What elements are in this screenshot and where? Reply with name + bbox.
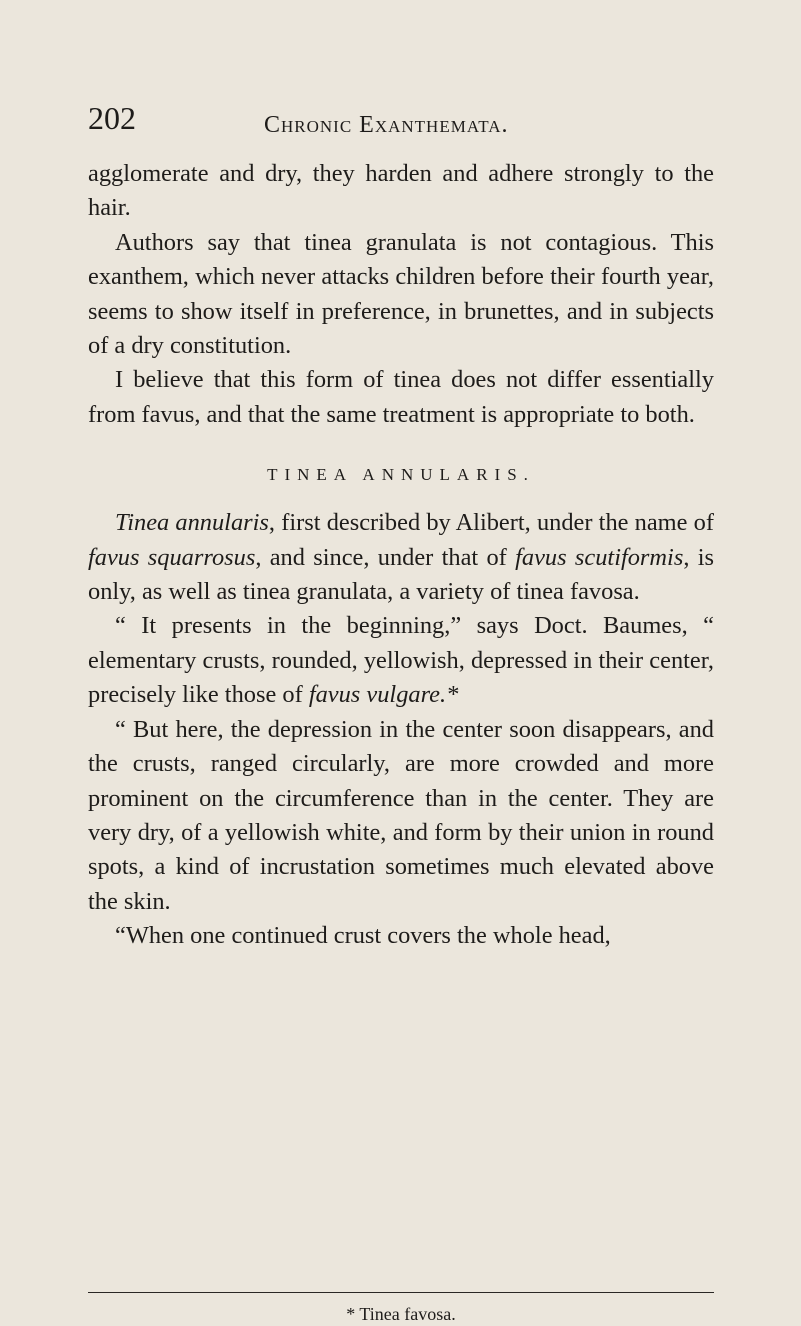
body-text (88, 157, 714, 954)
footnote-divider (88, 1292, 714, 1293)
italic-term: Tinea annularis (115, 509, 269, 537)
paragraph-quote-depression: “ But here, the depression in the center soon disappears, and the crusts, ranged circularly, are more crowded and more prominent on the circumference than in the center. They are very dry, of a yellowish white, and form by their union in round spots, a kind of incrustation sometimes much elevated above the skin. (88, 715, 714, 915)
footnote: * Tinea favosa. (346, 1304, 456, 1324)
page-number: 202 (88, 100, 136, 136)
paragraph-continuation: agglomerate and dry, they harden and adhere strongly to the hair. (88, 160, 714, 222)
paragraph-tinea-annularis: Tinea annularis, first described by Alibert, under the name of favus squarrosus, and since, under that of favus scutiformis, is only, as well as tinea granulata, a variety of tinea favosa. (88, 509, 714, 606)
paragraph-quote-beginning: “ It presents in the beginning,” says Doct. Baumes, “ elementary crusts, rounded, yellowish, depressed in their center, precisely like those of favus vulgare.* (88, 612, 714, 709)
italic-term: favus vulgare.* (308, 681, 459, 709)
section-title: TINEA ANNULARIS. (267, 465, 535, 485)
italic-term: favus scutiformis (515, 543, 684, 571)
paragraph-treatment: I believe that this form of tinea does not differ essentially from favus, and that the same treatment is appropriate to both. (88, 366, 714, 428)
paragraph-quote-continued-crust: “When one continued crust covers the whole head, (115, 922, 611, 950)
page-header (88, 100, 728, 150)
paragraph-contagion: Authors say that tinea granulata is not contagious. This exanthem, which never attacks children before their fourth year, seems to show itself in preference, in brunettes, and in subjects of a dry constitution. (88, 228, 714, 360)
italic-term: favus squarrosus (88, 543, 256, 571)
running-head: Chronic Exanthemata. (264, 112, 509, 138)
